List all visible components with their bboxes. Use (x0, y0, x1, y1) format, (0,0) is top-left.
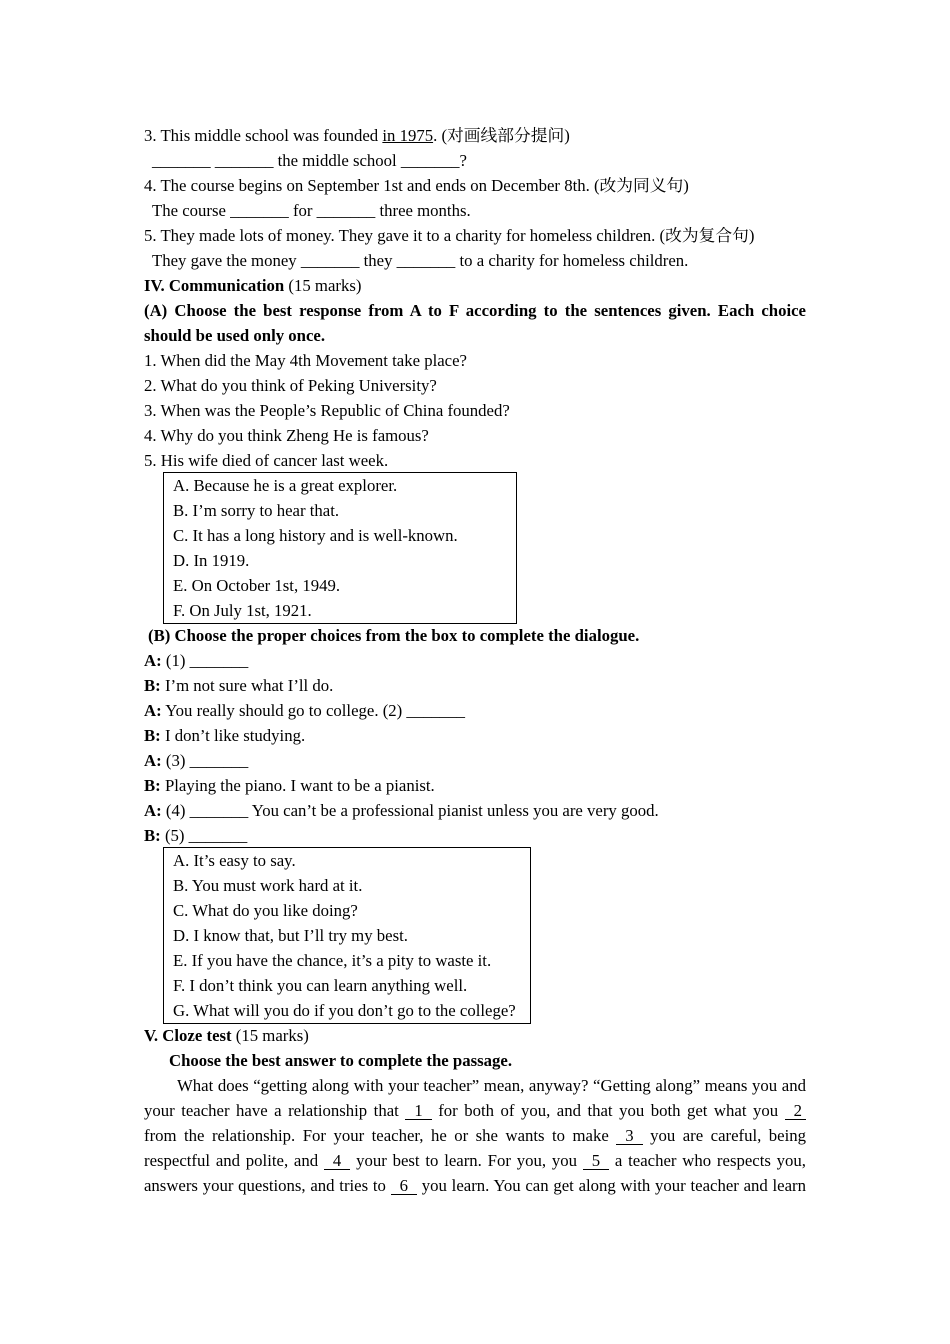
cloze-instruction: Choose the best answer to complete the passage. (169, 1051, 513, 1070)
part-a-option-box (163, 472, 517, 624)
part-a-question-3: 3. When was the People’s Republic of China founded? (144, 401, 510, 420)
dialogue-text: I don’t like studying. (164, 726, 306, 745)
cloze-passage-line-1 (144, 1073, 806, 1098)
cloze-passage-line-4 (144, 1148, 806, 1173)
cloze-passage-line-5 (144, 1173, 806, 1198)
question-3-answer-line: _______ _______ the middle school _______? (152, 151, 467, 170)
dialogue-text: (1) _______ (165, 651, 249, 670)
dialogue-line-1 (144, 648, 806, 673)
passage-text: you are careful, being (650, 1126, 807, 1145)
cloze-blank-2: 2 (785, 1103, 806, 1120)
passage-text: your teacher have a relationship that (144, 1101, 399, 1120)
part-b-option-c: C. What do you like doing? (173, 901, 358, 920)
question-3-instruction: . (对画线部分提问) (433, 126, 570, 145)
part-b-option-box (163, 847, 531, 1024)
dialogue-line-4 (144, 723, 806, 748)
part-a-instruction-line-1 (144, 298, 806, 323)
passage-text: answers your questions, and tries to (144, 1176, 386, 1195)
exam-page (144, 123, 806, 1198)
section-iv-title: IV. Communication (144, 276, 285, 295)
passage-text: from the relationship. For your teacher, he or she wants to make (144, 1126, 609, 1145)
dialogue-speaker: B: (144, 826, 161, 845)
part-a-question-5: 5. His wife died of cancer last week. (144, 451, 389, 470)
dialogue-text: You really should go to college. (2) _______ (165, 701, 466, 720)
part-a-option-e: E. On October 1st, 1949. (173, 576, 341, 595)
dialogue-speaker: A: (144, 751, 162, 770)
cloze-passage (144, 1073, 806, 1198)
part-b-option-a: A. It’s easy to say. (173, 851, 296, 870)
dialogue-speaker: B: (144, 676, 161, 695)
cloze-blank-4: 4 (324, 1153, 350, 1170)
question-3-text: 3. This middle school was founded (144, 126, 379, 145)
passage-text: respectful and polite, and (144, 1151, 319, 1170)
dialogue-line-7 (144, 798, 806, 823)
dialogue-line-5 (144, 748, 806, 773)
section-iv-heading (144, 273, 806, 298)
rewrite-question-5: 5. They made lots of money. They gave it to a charity for homeless children. (改为复合句) (144, 226, 755, 245)
part-b-option-g: G. What will you do if you don’t go to the college? (173, 1001, 516, 1020)
dialogue-line-8 (144, 823, 806, 848)
part-b-option-f: F. I don’t think you can learn anything well. (173, 976, 468, 995)
passage-text: for both of you, and that you both get what you (438, 1101, 779, 1120)
part-b-option-b: B. You must work hard at it. (173, 876, 363, 895)
dialogue-speaker: B: (144, 776, 161, 795)
section-v-heading (144, 1023, 806, 1048)
part-a-option-c: C. It has a long history and is well-known. (173, 526, 458, 545)
cloze-passage-line-3 (144, 1123, 806, 1148)
dialogue-text: (5) _______ (164, 826, 248, 845)
part-a-option-d: D. In 1919. (173, 551, 250, 570)
part-a-question-2: 2. What do you think of Peking University? (144, 376, 437, 395)
part-a-question-1: 1. When did the May 4th Movement take place? (144, 351, 467, 370)
part-a-instruction-text: (A) Choose the best response from A to F according to the sentences given. Each choice (144, 301, 806, 320)
dialogue-text: Playing the piano. I want to be a pianist. (164, 776, 435, 795)
part-a-option-a: A. Because he is a great explorer. (173, 476, 398, 495)
cloze-passage-line-2 (144, 1098, 806, 1123)
dialogue-line-3 (144, 698, 806, 723)
cloze-blank-1: 1 (405, 1103, 431, 1120)
question-5-answer-line: They gave the money _______ they _______ to a charity for homeless children. (152, 251, 689, 270)
question-4-answer-line: The course _______ for _______ three months. (152, 201, 471, 220)
part-b-instruction: (B) Choose the proper choices from the box to complete the dialogue. (148, 626, 640, 645)
part-b-option-e: E. If you have the chance, it’s a pity to waste it. (173, 951, 492, 970)
part-b-option-d: D. I know that, but I’ll try my best. (173, 926, 408, 945)
part-a-instruction-line-2: should be used only once. (144, 326, 326, 345)
passage-text: What does “getting along with your teacher” mean, anyway? “Getting along” means you and (177, 1076, 806, 1095)
rewrite-question-4: 4. The course begins on September 1st and ends on December 8th. (改为同义句) (144, 176, 689, 195)
dialogue-line-2 (144, 673, 806, 698)
dialogue-speaker: A: (144, 701, 162, 720)
underlined-phrase: in 1975 (382, 126, 434, 145)
part-a-option-b: B. I’m sorry to hear that. (173, 501, 340, 520)
part-a-question-4: 4. Why do you think Zheng He is famous? (144, 426, 429, 445)
passage-text: a teacher who respects you, (614, 1151, 806, 1170)
dialogue-speaker: A: (144, 651, 162, 670)
part-a-option-f: F. On July 1st, 1921. (173, 601, 312, 620)
cloze-blank-3: 3 (616, 1128, 642, 1145)
passage-text: your best to learn. For you, you (356, 1151, 577, 1170)
section-v-title: V. Cloze test (144, 1026, 232, 1045)
dialogue-speaker: A: (144, 801, 162, 820)
passage-text: you learn. You can get along with your teacher and learn (421, 1176, 807, 1195)
section-v-marks: (15 marks) (235, 1026, 309, 1045)
section-iv-marks: (15 marks) (288, 276, 362, 295)
dialogue-text: I’m not sure what I’ll do. (164, 676, 334, 695)
rewrite-question-3 (144, 123, 806, 148)
dialogue-line-6 (144, 773, 806, 798)
cloze-blank-5: 5 (583, 1153, 609, 1170)
dialogue-text: (3) _______ (165, 751, 249, 770)
dialogue-speaker: B: (144, 726, 161, 745)
dialogue-text: (4) _______ You can’t be a professional pianist unless you are very good. (165, 801, 659, 820)
cloze-blank-6: 6 (391, 1178, 417, 1195)
